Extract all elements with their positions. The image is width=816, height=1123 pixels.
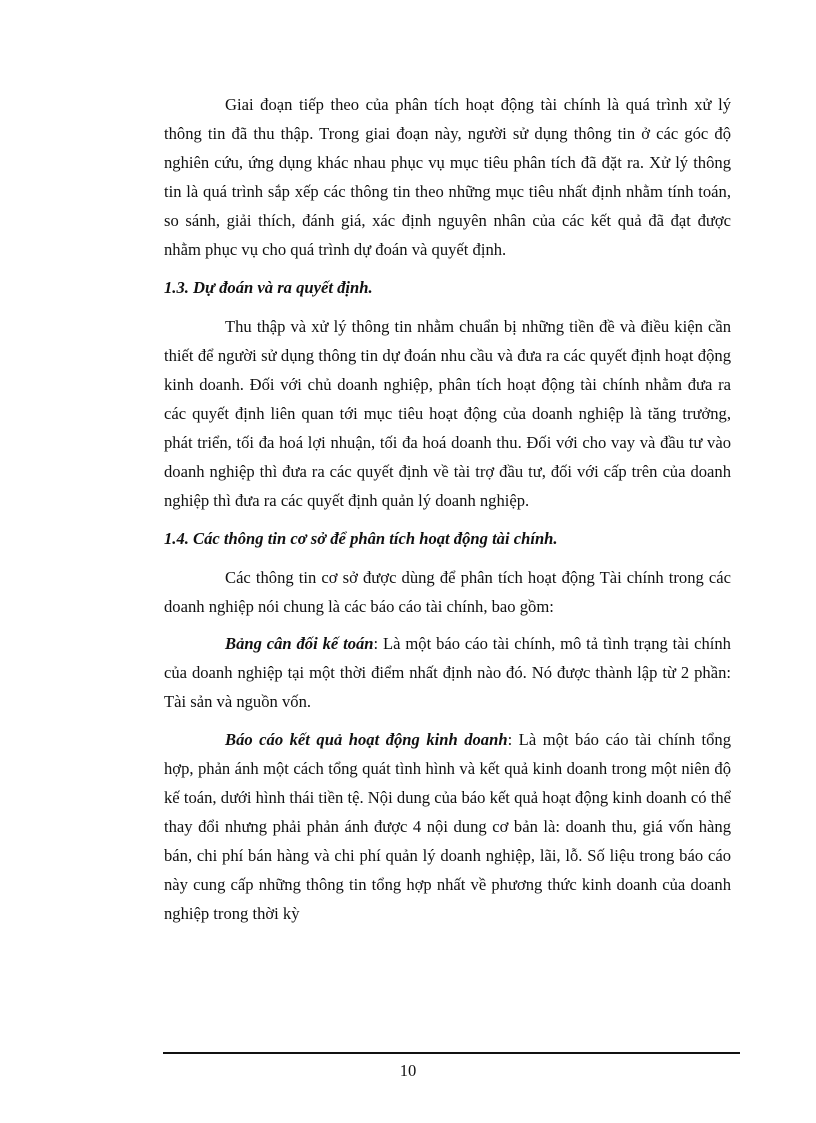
paragraph-income-statement [164,725,731,929]
paragraph-balance-sheet [164,629,731,716]
balance-sheet-description: : Là một báo cáo tài chính, mô tả tình trạng tài chính của doanh nghiệp tại một thời điểm nhất định nào đó. Nó được thành lập từ 2 phần: Tài sản và nguồn vốn. [164,634,731,712]
section-heading-1-4: 1.4. Các thông tin cơ sở để phân tích hoạt động tài chính. [164,528,558,548]
footer-divider [163,1052,740,1054]
paragraph-financial-reports-intro: Các thông tin cơ sở được dùng để phân tích hoạt động Tài chính trong các doanh nghiệp nói chung là các báo cáo tài chính, bao gồm: [164,567,731,616]
document-body [164,90,731,928]
income-statement-description: : Là một báo cáo tài chính tổng hợp, phản ánh một cách tổng quát tình hình và kết quả kinh doanh trong một niên độ kế toán, dưới hình thái tiền tệ. Nội dung của báo kết quả hoạt động kinh doanh có thể thay đổi nhưng phải phản ánh được 4 nội dung cơ bản là: doanh thu, giá vốn hàng bán, chi phí bán hàng và chi phí quản lý doanh nghiệp, lãi, lỗ. Số liệu trong báo cáo này cung cấp những thông tin tổng hợp nhất về phương thức kinh doanh của doanh nghiệp trong thời kỳ [164,729,731,924]
section-heading-1-3: 1.3. Dự đoán và ra quyết định. [164,277,373,297]
page-number: 10 [399,1061,417,1080]
term-balance-sheet: Bảng cân đối kế toán [225,634,374,654]
term-income-statement: Báo cáo kết quả hoạt động kinh doanh [225,729,508,749]
paragraph-forecast-decision: Thu thập và xử lý thông tin nhằm chuẩn bị những tiền đề và điều kiện cần thiết để người sử dụng thông tin dự đoán nhu cầu và đưa ra các quyết định hoạt động kinh doanh. Đối với chủ doanh nghiệp, phân tích hoạt động tài chính nhằm đưa ra các quyết định liên quan tới mục tiêu hoạt động của doanh nghiệp là tăng trưởng, phát triển, tối đa hoá lợi nhuận, tối đa hoá doanh thu. Đối với cho vay và đầu tư vào doanh nghiệp thì đưa ra các quyết định về tài trợ đầu tư, đối với cấp trên của doanh nghiệp thì đưa ra các quyết định quản lý doanh nghiệp. [164,316,731,511]
paragraph-information-processing: Giai đoạn tiếp theo của phân tích hoạt động tài chính là quá trình xử lý thông tin đã thu thập. Trong giai đoạn này, người sử dụng thông tin ở các góc độ nghiên cứu, ứng dụng khác nhau phục vụ mục tiêu phân tích đã đặt ra. Xử lý thông tin là quá trình sắp xếp các thông tin theo những mục tiêu nhất định nhằm tính toán, so sánh, giải thích, đánh giá, xác định nguyên nhân của các kết quả đã đạt được nhằm phục vụ cho quá trình dự đoán và quyết định. [164,95,731,260]
